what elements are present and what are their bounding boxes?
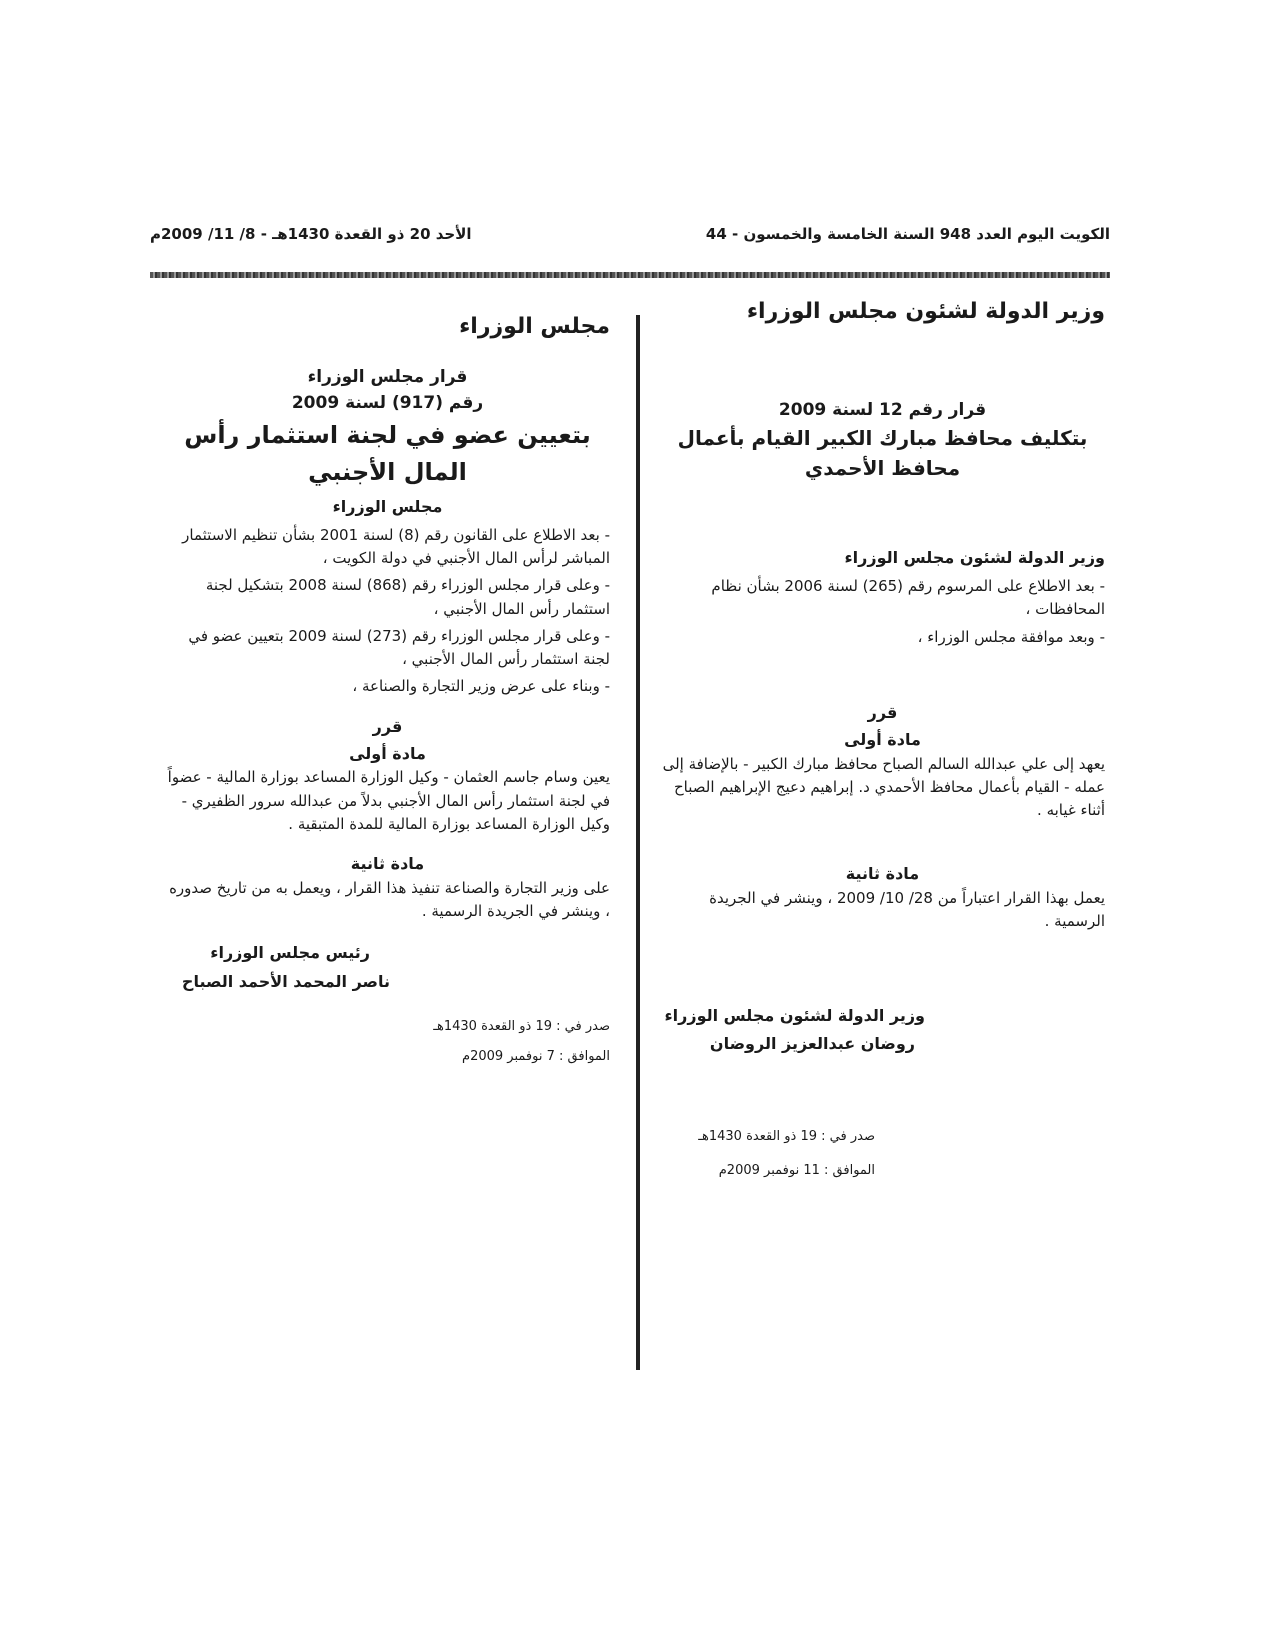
page-header	[150, 225, 1110, 265]
left-corresponding-date: الموافق : 7 نوفمبر 2009م	[462, 1049, 610, 1065]
left-decision-subject: بتعيين عضو في لجنة استثمار رأس المال الأجنبي	[184, 420, 591, 486]
header-newspaper-issue: الكويت اليوم العدد 948 السنة الخامسة والخمسون - 44	[705, 225, 1110, 243]
left-article-2-text: على وزير التجارة والصناعة تنفيذ هذا القرار ، ويعمل به من تاريخ صدوره ، وينشر في الجريدة الرسمية .	[169, 878, 610, 921]
left-decides: قرر	[372, 716, 403, 736]
left-signature-title: رئيس مجلس الوزراء	[210, 943, 370, 963]
header-date: الأحد 20 ذو القعدة 1430هـ - 8/ 11/ 2009م	[150, 225, 472, 243]
right-article-2-title: مادة ثانية	[845, 864, 920, 884]
right-issuer: وزير الدولة لشئون مجلس الوزراء	[844, 548, 1105, 568]
right-signature-name: روضان عبدالعزيز الروضان	[709, 1034, 915, 1054]
right-column	[660, 295, 1105, 1182]
right-preamble-1: - بعد الاطلاع على المرسوم رقم (265) لسنة 2006 بشأن نظام المحافظات ،	[711, 577, 1105, 619]
left-issued-date: صدر في : 19 ذو القعدة 1430هـ	[433, 1018, 610, 1034]
left-article-1-text: يعين وسام جاسم العثمان - وكيل الوزارة المساعد بوزارة المالية - عضواً في لجنة استثمار رأس المال الأجنبي بدلاً من عبدالله سرور الظفيري - وكيل الوزارة المساعد بوزارة المالية للمدة المتبقية .	[167, 768, 610, 833]
left-decision-number: رقم (917) لسنة 2009	[291, 393, 484, 414]
left-preamble-4: - وبناء على عرض وزير التجارة والصناعة ،	[352, 677, 610, 696]
left-section-heading: مجلس الوزراء	[459, 314, 610, 339]
left-decision-title: قرار مجلس الوزراء	[307, 367, 468, 388]
left-article-2-title: مادة ثانية	[350, 854, 425, 874]
right-decision-subject: بتكليف محافظ مبارك الكبير القيام بأعمال محافظ الأحمدي	[677, 426, 1088, 481]
left-article-1-title: مادة أولى	[349, 743, 426, 763]
left-preamble-2: - وعلى قرار مجلس الوزراء رقم (868) لسنة 2008 بتشكيل لجنة استثمار رأس المال الأجنبي ،	[205, 576, 610, 618]
header-rule	[150, 272, 1110, 278]
right-decides: قرر	[867, 702, 898, 722]
right-section-heading: وزير الدولة لشئون مجلس الوزراء	[746, 299, 1105, 324]
right-signature-title: وزير الدولة لشئون مجلس الوزراء	[664, 1005, 925, 1025]
right-article-1-text: يعهد إلى علي عبدالله السالم الصباح محافظ مبارك الكبير - بالإضافة إلى عمله - القيام بأعمال محافظ الأحمدي د. إبراهيم دعيج الإبراهيم الصباح أثناء غيابه .	[662, 754, 1105, 820]
right-preamble-2: - وبعد موافقة مجلس الوزراء ،	[917, 627, 1105, 646]
right-article-2-text: يعمل بهذا القرار اعتباراً من 28/ 10/ 2009 ، وينشر في الجريدة الرسمية .	[709, 889, 1105, 931]
left-column	[165, 310, 610, 1067]
column-divider	[636, 315, 640, 1370]
right-corresponding-date: الموافق : 11 نوفمبر 2009م	[718, 1163, 875, 1179]
left-preamble-3: - وعلى قرار مجلس الوزراء رقم (273) لسنة 2009 بتعيين عضو في لجنة استثمار رأس المال الأجنبي ،	[188, 626, 610, 669]
left-preamble-1: - بعد الاطلاع على القانون رقم (8) لسنة 2001 بشأن تنظيم الاستثمار المباشر لرأس المال الأجنبي في دولة الكويت ،	[182, 525, 610, 568]
right-issued-date: صدر في : 19 ذو القعدة 1430هـ	[698, 1129, 875, 1145]
right-decision-number: قرار رقم 12 لسنة 2009	[778, 400, 987, 421]
left-issuer: مجلس الوزراء	[332, 497, 443, 517]
left-signature-name: ناصر المحمد الأحمد الصباح	[181, 972, 390, 992]
right-article-1-title: مادة أولى	[844, 729, 921, 749]
